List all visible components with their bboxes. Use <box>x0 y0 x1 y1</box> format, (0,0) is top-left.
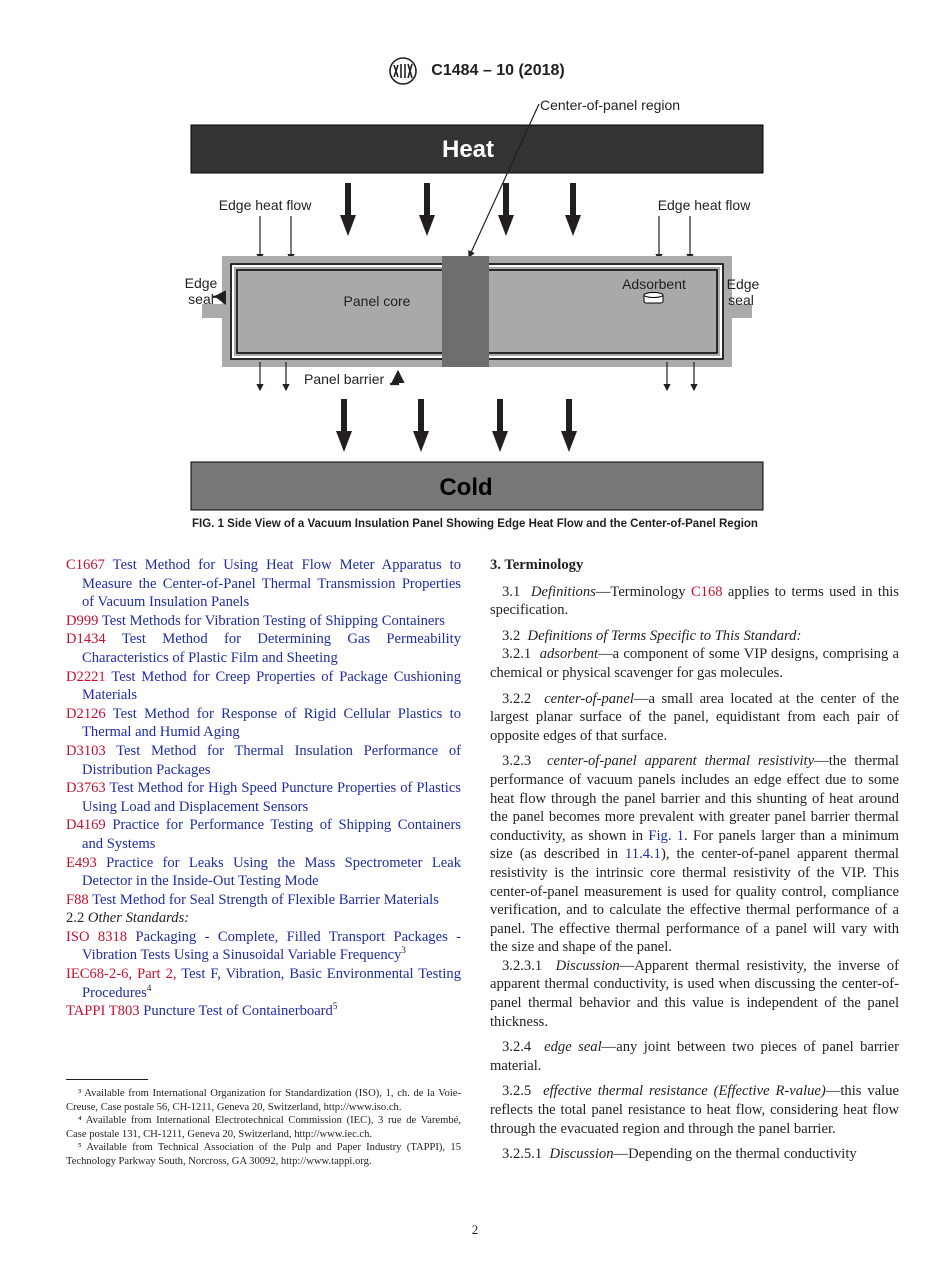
reference-code-link[interactable]: D4169 <box>66 817 106 834</box>
panel-barrier-pointer <box>390 372 398 384</box>
left-column <box>66 556 461 1021</box>
reference-code-link[interactable]: E493 <box>66 854 97 871</box>
edge-heat-flow-arrows-top <box>260 216 690 260</box>
figure-vip-side-view <box>180 92 780 516</box>
paragraph-3-2-4 <box>490 1038 899 1075</box>
reference-code-link[interactable]: TAPPI T803 <box>66 1003 140 1020</box>
section-number: 3.2.3.1 <box>502 957 543 974</box>
section-number: 3.2.5 <box>502 1083 532 1100</box>
edge-seal-left-line2: seal <box>188 291 214 307</box>
section-number: 3.2.1 <box>502 646 532 663</box>
footnote-marker[interactable]: 3 <box>401 945 406 956</box>
term: Discussion <box>549 1146 614 1163</box>
heat-label: Heat <box>441 136 495 163</box>
heat-flow-arrows-bottom <box>336 399 577 452</box>
panel-barrier-label: Panel barrier <box>304 371 385 387</box>
section-number: 3.1 <box>502 583 521 600</box>
section-number: 3.2.4 <box>502 1039 532 1056</box>
reference-item <box>66 705 461 742</box>
edge-seal-right-line1: Edge <box>726 276 760 292</box>
edge-seal-right-line2: seal <box>728 292 754 308</box>
reference-code-link[interactable]: D2126 <box>66 705 106 722</box>
text: —Terminology <box>595 583 691 600</box>
text: —a component of some VIP designs, comprising a chemical or physical scavenger for gas molecules. <box>490 646 900 681</box>
edge-heat-flow-left-label: Edge heat flow <box>218 197 312 213</box>
edge-seal-left-line1: Edge <box>184 275 218 291</box>
reference-code-link[interactable]: D1434 <box>66 631 106 648</box>
edge-heat-flow-right-label: Edge heat flow <box>657 197 751 213</box>
reference-item <box>66 1002 461 1021</box>
paragraph-3-1 <box>490 583 899 620</box>
paragraph-3-2-3-1 <box>490 957 899 1031</box>
heat-flow-arrows-top <box>340 183 581 236</box>
section-title: Other Standards: <box>87 910 190 927</box>
reference-title-link[interactable]: Test Method for Seal Strength of Flexible Barrier Materials <box>92 891 439 908</box>
center-region-label: Center-of-panel region <box>540 97 681 113</box>
reference-item <box>66 668 461 705</box>
text: —any joint between two pieces of panel barrier material. <box>490 1039 899 1074</box>
reference-title-link[interactable]: Puncture Test of Containerboard <box>143 1003 333 1020</box>
footnote: ³ Available from International Organization for Standardization (ISO), 1, ch. de la Voie-Creuse, Case postale 56, CH-1211, Geneva 20, Switzerland, http://www.iso.ch. <box>66 1088 461 1113</box>
text: applies to terms used in this specification. <box>490 583 899 619</box>
reference-code-link[interactable]: D2221 <box>66 668 106 685</box>
panel-core-label: Panel core <box>343 293 411 309</box>
figure-caption: FIG. 1 Side View of a Vacuum Insulation Panel Showing Edge Heat Flow and the Center-of-Panel Region <box>192 518 758 530</box>
section-number: 3.2.2 <box>502 690 532 707</box>
reference-title-link[interactable]: Test F, Vibration, Basic Environmental Testing Procedures <box>82 966 461 1001</box>
reference-item <box>66 779 461 816</box>
paragraph-3-2-5 <box>490 1082 899 1138</box>
reference-title-link[interactable]: Practice for Leaks Using the Mass Spectrometer Leak Detector in the Inside-Out Testing Mode <box>82 854 461 890</box>
section-number: 3.2.5.1 <box>502 1146 543 1163</box>
footnote-marker[interactable]: 5 <box>332 1001 338 1012</box>
reference-item <box>66 612 461 631</box>
standard-designation: C1484 – 10 (2018) <box>431 62 565 79</box>
paragraph-3-2-2 <box>490 690 899 746</box>
term: Definitions of Terms Specific to This Standard: <box>527 627 802 644</box>
footnote-divider <box>66 1079 148 1080</box>
reference-title-link[interactable]: Test Method for Creep Properties of Package Cushioning Materials <box>82 668 461 704</box>
standard-link-c168[interactable]: C168 <box>690 583 723 600</box>
term: center-of-panel <box>544 690 634 707</box>
reference-item <box>66 742 461 779</box>
term: effective thermal resistance (Effective R-value) <box>543 1083 826 1100</box>
reference-item <box>66 816 461 853</box>
adsorbent-icon <box>644 293 663 304</box>
term: adsorbent <box>539 646 599 663</box>
text: —a small area located at the center of the largest planar surface of the panel, equidistant from each pair of opposite edges of that surface. <box>490 690 900 744</box>
section-number: 2.2 <box>66 910 85 927</box>
footnote: ⁵ Available from Technical Association of the Pulp and Paper Industry (TAPPI), 15 Technology Parkway South, Norcross, GA 30092, http://www.tappi.org. <box>66 1142 461 1167</box>
reference-item <box>66 891 461 910</box>
paragraph-3-2-5-1 <box>490 1145 899 1164</box>
paragraph-3-2-1 <box>490 645 899 682</box>
reference-code-link[interactable]: D3103 <box>66 742 106 759</box>
reference-title-link[interactable]: Test Method for Determining Gas Permeability Characteristics of Plastic Film and Sheeting <box>82 631 462 666</box>
section-number: 3.2 <box>502 627 521 644</box>
paragraph-3-2 <box>490 627 899 646</box>
term: Definitions <box>530 583 596 600</box>
section-link[interactable]: 11.4.1 <box>625 846 661 863</box>
section-number: 3.2.3 <box>502 753 532 770</box>
reference-item <box>66 556 461 612</box>
page-number: 2 <box>471 1222 479 1237</box>
text: . For panels larger than a minimum size (as described in <box>490 827 899 863</box>
center-of-panel-region <box>442 256 489 367</box>
paragraph-3-2-3 <box>490 752 899 957</box>
term: edge seal <box>544 1039 602 1056</box>
reference-code-link[interactable]: ISO 8318 <box>66 928 128 945</box>
astm-logo-icon <box>385 56 421 86</box>
reference-title-link[interactable]: Test Methods for Vibration Testing of Shipping Containers <box>101 612 445 629</box>
text: —this value reflects the total panel resistance to heat flow, considering heat flow through the evacuated region and through the panel barrier. <box>490 1083 900 1137</box>
term: Discussion <box>555 957 620 974</box>
reference-title-link[interactable]: Packaging - Complete, Filled Transport Packages - Vibration Tests Using a Sinusoidal Variable Frequency <box>82 928 461 964</box>
reference-code-link[interactable]: F88 <box>66 891 89 908</box>
reference-title-link[interactable]: Practice for Performance Testing of Shipping Containers and Systems <box>82 817 461 852</box>
text: —Depending on the thermal conductivity <box>613 1146 857 1163</box>
reference-item <box>66 854 461 891</box>
reference-item <box>66 928 461 965</box>
cold-label: Cold <box>439 474 493 501</box>
section-heading-terminology: 3. Terminology <box>490 557 584 573</box>
footnotes <box>66 1087 461 1169</box>
other-standards-heading <box>66 909 461 928</box>
reference-code-link[interactable]: IEC68-2-6, <box>66 966 133 983</box>
text: —the thermal performance of vacuum panels includes an edge effect due to some heat flow through the panel barrier and this shunting of heat around the panel becomes more prevalent with greater panel barrier thermal conductivity, as shown in <box>490 753 899 844</box>
reference-title-link[interactable]: Test Method for High Speed Puncture Properties of Plastics Using Load and Displacement Sensors <box>82 780 461 815</box>
adsorbent-label: Adsorbent <box>622 276 686 292</box>
term: center-of-panel apparent thermal resistivity <box>546 753 815 770</box>
text: —Apparent thermal resistivity, the inverse of apparent thermal conductivity, is used when discussing the center-of-panel thermal behavior and this value is independent of the panel thickness. <box>490 957 900 1030</box>
reference-item <box>66 630 461 667</box>
reference-part-link[interactable]: Part 2, <box>137 966 177 983</box>
reference-title-link[interactable]: Test Method for Response of Rigid Cellular Plastics to Thermal and Humid Aging <box>82 705 461 741</box>
reference-title-link[interactable]: Test Method for Thermal Insulation Performance of Distribution Packages <box>82 742 461 778</box>
text: ), the center-of-panel apparent thermal resistivity is the intrinsic core thermal resistivity of the VIP. This center-of-panel measurement is used for quality control, compliance verification, and to calculate the effective thermal performance of a panel. The effective thermal performance of a panel will vary with the size and shape of the panel. <box>490 846 899 956</box>
reference-list <box>66 556 461 909</box>
page-header <box>0 56 950 86</box>
reference-code-link[interactable]: D3763 <box>66 780 106 797</box>
reference-title-link[interactable]: Test Method for Using Heat Flow Meter Apparatus to Measure the Center-of-Panel Thermal Transmission Properties of Vacuum Insulation Panels <box>82 557 461 611</box>
reference-code-link[interactable]: D999 <box>66 612 99 629</box>
reference-item <box>66 965 461 1002</box>
figure-link[interactable]: Fig. 1 <box>648 827 685 844</box>
footnote-marker[interactable]: 4 <box>146 982 152 993</box>
footnote: ⁴ Available from International Electrotechnical Commission (IEC), 3 rue de Varembé, Case postale 131, CH-1211, Geneva 20, Switzerland, http://www.iec.ch. <box>66 1115 461 1140</box>
reference-code-link[interactable]: C1667 <box>66 557 105 573</box>
right-column <box>490 556 899 1171</box>
